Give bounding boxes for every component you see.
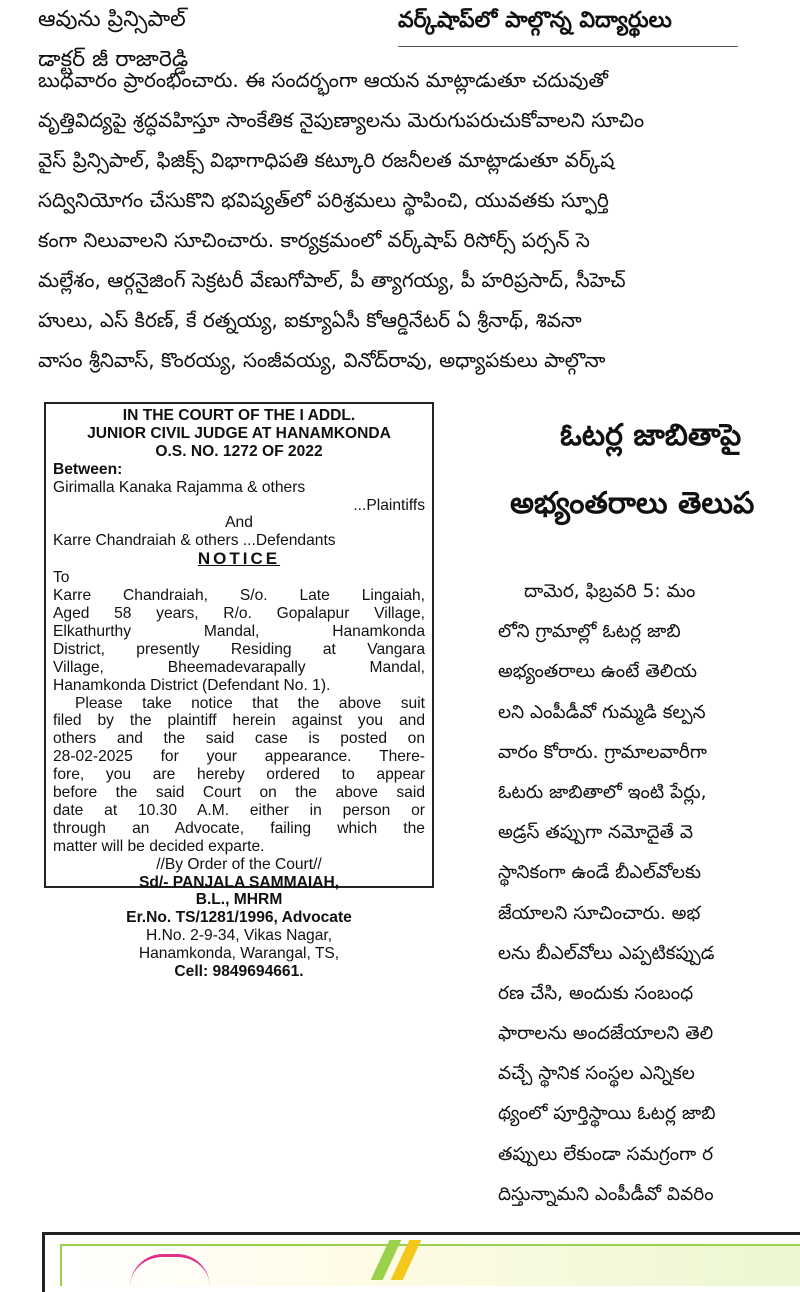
signatory-degree: B.L., MHRM: [195, 891, 283, 909]
signatory-cell: Cell: 9849694661.: [174, 963, 304, 981]
article2-line: థ్యంలో పూర్తిస్థాయి ఓటర్ల జాబి: [498, 1103, 716, 1125]
body-line: date at 10.30 A.M. either in person or: [53, 801, 425, 819]
article2-line: వచ్చే స్థానిక సంస్థల ఎన్నికల: [498, 1063, 695, 1085]
article2-line: అభ్యంతరాలు ఉంటే తెలియ: [498, 661, 698, 683]
signatory-house: H.No. 2-9-34, Vikas Nagar,: [145, 927, 333, 945]
article-voter-list-body: [498, 572, 800, 1215]
top-left-line-2: డాక్టర్ జీ రాజారెడ్డి: [38, 47, 189, 72]
article1-line: బుధవారం ప్రారంభించారు. ఈ సందర్భంగా ఆయన మాట్లాడుతూ చదువుతో: [38, 68, 608, 92]
article1-line: హులు, ఎస్ కిరణ్, కే రత్నయ్య, ఐక్యూఏసీ కోఆర్డినేటర్ ఏ శ్రీనాథ్, శివనా: [38, 308, 582, 332]
article2-line: తప్పులు లేకుండా సమగ్రంగా ర: [498, 1143, 714, 1165]
signatory-enrollment: Er.No. TS/1281/1996, Advocate: [126, 909, 352, 927]
article1-line: వృత్తివిద్యపై శ్రద్ధవహిస్తూ సాంకేతిక నైపుణ్యాలను మెరుగుపరుచుకోవాలని సూచిం: [38, 108, 645, 132]
body-line: filed by the plaintiff herein against you and: [53, 712, 425, 730]
article2-line: స్థానికంగా ఉండే బీఎల్‌వోలకు: [498, 862, 701, 884]
address-line: Karre Chandraiah, S/o. Late Lingaiah,: [53, 587, 425, 605]
article2-title-line-2: అభ్యంతరాలు తెలుప: [510, 486, 755, 521]
address-line: District, presently Residing at Vangara: [53, 640, 425, 658]
defendants-line: Karre Chandraiah & others ...Defendants: [53, 532, 336, 550]
body-line: others and the said case is posted on: [53, 730, 425, 748]
article2-line: లను బీఎల్‌వోలు ఎప్పటికప్పుడ: [498, 942, 715, 964]
body-line: fore, you are hereby ordered to appear: [53, 766, 425, 784]
plaintiff-name: Girimalla Kanaka Rajamma & others: [53, 478, 306, 496]
article2-line: లోని గ్రామాల్లో ఓటర్ల జాబి: [498, 621, 681, 643]
article2-line: వారం కోరారు. గ్రామాలవారీగా: [498, 741, 707, 763]
plaintiffs-label: ...Plaintiffs: [353, 496, 425, 514]
article2-line: దామెర, ఫిబ్రవరి 5: మం: [524, 581, 696, 602]
body-line: before the said Court on the above said: [53, 784, 425, 802]
court-line-1: IN THE COURT OF THE I ADDL.: [122, 407, 356, 424]
article2-line: ఓటరు జాబితాలో ఇంటి పేర్లు,: [498, 781, 707, 803]
body-line: through an Advocate, failing which the: [53, 819, 425, 837]
signatory-name: Sd/- PANJALA SAMMAIAH,: [138, 873, 340, 891]
signatory-city: Hanamkonda, Warangal, TS,: [138, 945, 340, 963]
article1-line: వాసం శ్రీనివాస్, కొంరయ్య, సంజీవయ్య, వినోద్‌రావు, అధ్యాపకులు పాల్గొనా: [38, 348, 606, 372]
court-notice-box: [44, 402, 434, 981]
article2-title-line-1: ఓటర్ల జాబితాపై: [560, 418, 742, 453]
article1-line: కంగా నిలువాలని సూచించారు. కార్యక్రమంలో వర్క్‌షాప్ రిసోర్స్ పర్సన్ సె: [38, 228, 590, 252]
article-workshop-body: [38, 60, 800, 380]
court-line-2: JUNIOR CIVIL JUDGE AT HANAMKONDA: [87, 424, 391, 442]
caption-rule: [398, 46, 738, 47]
article2-line: లని ఎంపీడీవో గుమ్మడి కల్పన: [498, 701, 706, 723]
article2-line: అడ్రస్ తప్పుగా నమోదైతే వె: [498, 822, 694, 844]
article1-line: సద్వినియోగం చేసుకొని భవిష్యత్‌లో పరిశ్రమలు స్థాపించి, యువతకు స్ఫూర్తి: [38, 188, 609, 212]
article2-line: ఫారాలను అందజేయాలని తెలి: [498, 1023, 714, 1045]
article2-line: దిస్తున్నామని ఎంపీడీవో వివరిం: [498, 1183, 714, 1205]
case-number: O.S. NO. 1272 OF 2022: [155, 442, 323, 460]
address-line: Village, Bheemadevarapally Mandal,: [53, 658, 425, 676]
body-line-last: matter will be decided exparte.: [53, 837, 265, 855]
body-line: 28-02-2025 for your appearance. There-: [53, 748, 425, 766]
article2-line: జేయాలని సూచించారు. అభ: [498, 902, 701, 924]
body-line: Please take notice that the above suit: [75, 694, 425, 712]
court-order-line: //By Order of the Court//: [156, 855, 322, 873]
top-left-line-1: ఆవును ప్రిన్సిపాల్: [38, 7, 186, 32]
address-line: Elkathurthy Mandal, Hanamkonda: [53, 622, 425, 640]
article1-line: మల్లేశం, ఆర్గనైజింగ్ సెక్రటరీ వేణుగోపాల్, పీ త్యాగయ్య, పీ హరిప్రసాద్, సీహెచ్: [38, 268, 626, 292]
article1-line: వైస్ ప్రిన్సిపాల్, ఫిజిక్స్ విభాగాధిపతి కట్కూరి రజనీలత మాట్లాడుతూ వర్క్‌ష: [38, 148, 615, 172]
notice-heading: NOTICE: [197, 549, 281, 569]
address-line: Aged 58 years, R/o. Gopalapur Village,: [53, 604, 425, 622]
photo-caption: వర్క్‌షాప్‌లో పాల్గొన్న విద్యార్థులు: [398, 8, 672, 33]
to-label: To: [53, 569, 70, 587]
and-label: And: [225, 514, 253, 532]
between-label: Between:: [53, 460, 123, 478]
address-line-last: Hanamkonda District (Defendant No. 1).: [53, 676, 331, 694]
article2-line: రణ చేసి, అందుకు సంబంధ: [498, 982, 694, 1004]
